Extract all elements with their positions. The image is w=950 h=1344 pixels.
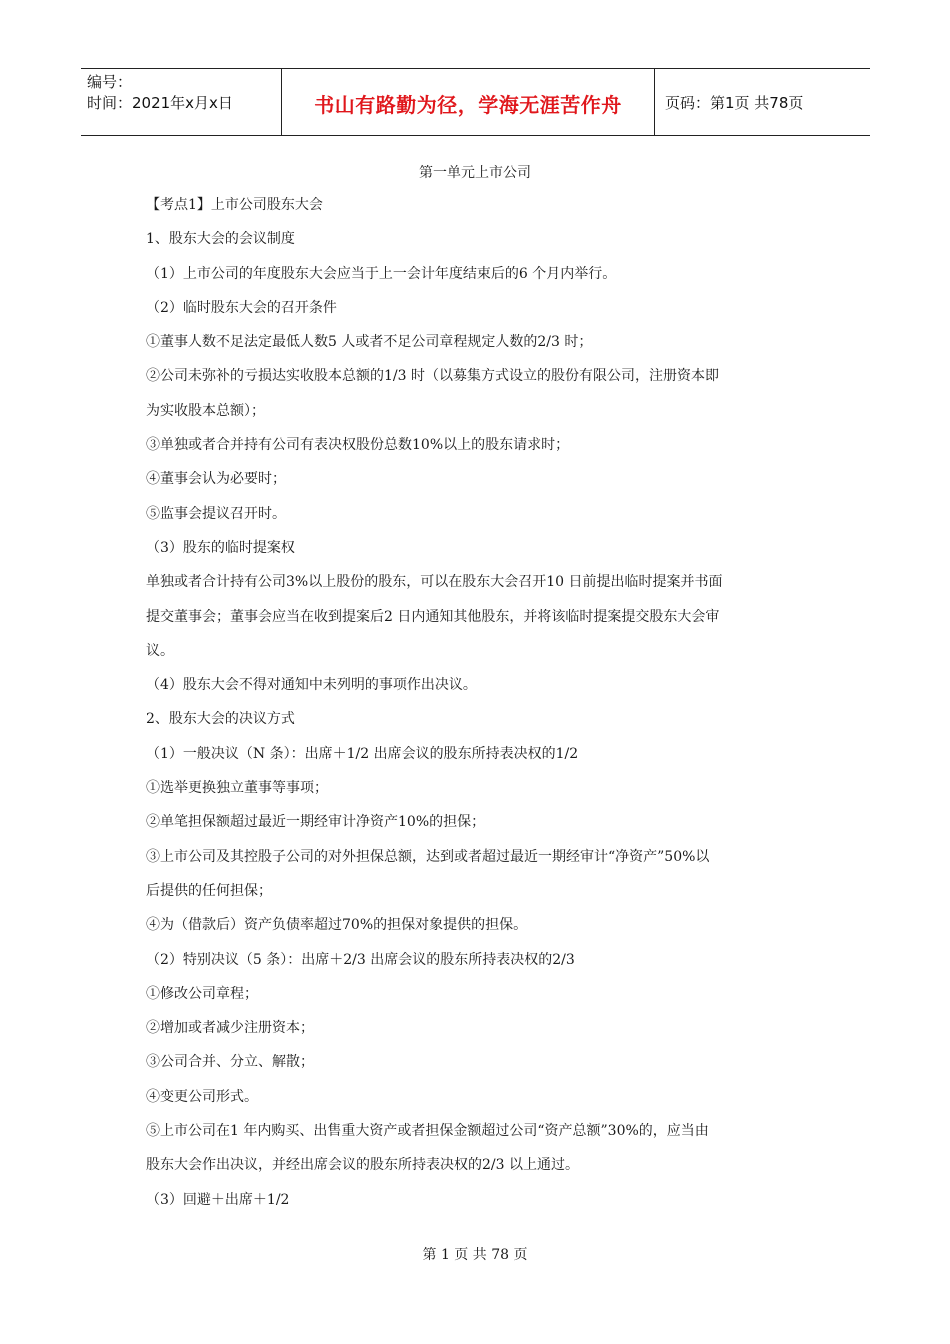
body-line: ④为（借款后）资产负债率超过70%的担保对象提供的担保。 [146,917,528,934]
header-page-info: 页码：第1页 共78页 [665,93,804,112]
body-line: （1）一般决议（N 条）：出席＋1/2 出席会议的股东所持表决权的1/2 [146,745,579,762]
body-line: ④变更公司形式。 [146,1088,258,1105]
body-line: （4）股东大会不得对通知中未列明的事项作出决议。 [146,677,477,694]
body-line: ③上市公司及其控股子公司的对外担保总额，达到或者超过最近一期经审计“净资产”50%以 [146,848,710,865]
body-line: （3）股东的临时提案权 [146,539,295,556]
body-line: ②公司未弥补的亏损达实收股本总额的1/3 时（以募集方式设立的股份有限公司，注册资本即 [146,368,719,385]
date-label: 时间：2021年x月x日 [87,94,233,112]
body-line: 1、股东大会的会议制度 [146,231,295,248]
body-line: ①董事人数不足法定最低人数5 人或者不足公司章程规定人数的2/3 时； [146,334,593,351]
body-line: ①选举更换独立董事等事项； [146,780,328,797]
body-line: （3）回避＋出席＋1/2 [146,1191,290,1208]
body-line: 股东大会作出决议，并经出席会议的股东所持表决权的2/3 以上通过。 [146,1157,579,1174]
body-line: ④董事会认为必要时； [146,471,286,488]
page-footer: 第 1 页 共 78 页 [422,1247,528,1263]
body-line: 议。 [146,642,174,659]
document-body [146,188,814,1217]
body-line: （1）上市公司的年度股东大会应当于上一会计年度结束后的6 个月内举行。 [146,265,617,282]
number-label: 编号： [87,73,133,91]
body-line: 后提供的任何担保； [146,882,272,899]
body-line: ⑤监事会提议召开时。 [146,505,286,522]
header-table [81,68,870,136]
body-line: （2）特别决议（5 条）：出席＋2/3 出席会议的股东所持表决权的2/3 [146,951,575,968]
body-line: 单独或者合计持有公司3%以上股份的股东，可以在股东大会召开10 日前提出临时提案并书面 [146,574,723,591]
section-heading: 【考点1】上市公司股东大会 [146,197,323,213]
header-motto: 书山有路勤为径，学海无涯苦作舟 [282,69,655,135]
body-line: ②单笔担保额超过最近一期经审计净资产10%的担保； [146,814,486,831]
page-title: 第一单元上市公司 [419,165,531,181]
header-meta [81,69,282,135]
body-line: 2、股东大会的决议方式 [146,711,295,728]
body-line: 为实收股本总额）； [146,402,265,419]
body-line: 提交董事会；董事会应当在收到提案后2 日内通知其他股东，并将该临时提案提交股东大会审 [146,608,720,625]
body-line: ②增加或者减少注册资本； [146,1020,314,1037]
body-line: ①修改公司章程； [146,985,258,1002]
body-line: ⑤上市公司在1 年内购买、出售重大资产或者担保金额超过公司“资产总额”30%的，应当由 [146,1123,709,1140]
body-line: ③公司合并、分立、解散； [146,1054,314,1071]
body-line: （2）临时股东大会的召开条件 [146,299,337,316]
body-line: ③单独或者合并持有公司有表决权股份总数10%以上的股东请求时； [146,437,570,454]
